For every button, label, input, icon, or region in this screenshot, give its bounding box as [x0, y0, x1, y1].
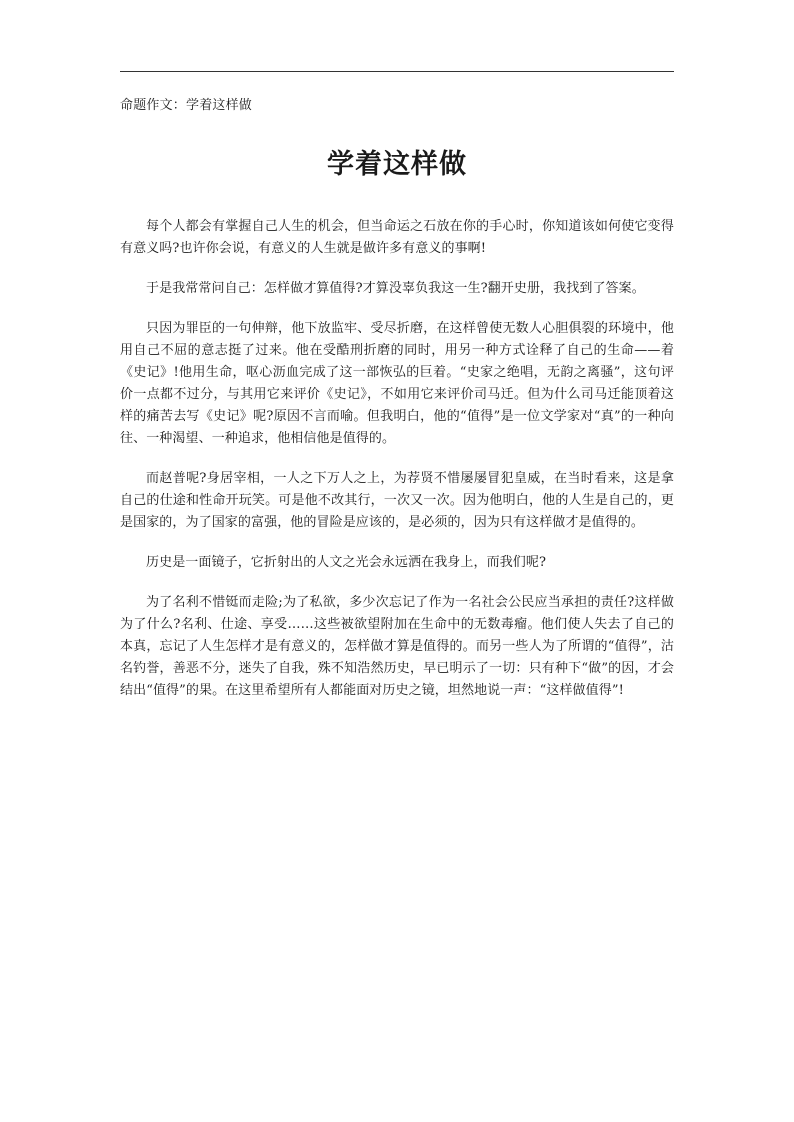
- paragraph: 历史是一面镜子，它折射出的人文之光会永远洒在我身上，而我们呢?: [146, 555, 547, 570]
- header-divider: [120, 71, 674, 72]
- essay-body: [120, 216, 674, 720]
- essay-title: 学着这样做: [327, 149, 467, 180]
- paragraph: 而赵普呢?身居宰相，一人之下万人之上，为荐贤不惜屡屡冒犯皇威，在当时看来，这是拿自己的仕途和性命开玩笑。可是他不改其行，一次又一次。因为他明白，他的人生是自己的，更是国家的，为了国家的富强，他的冒险是应该的，是必须的，因为只有这样做才是值得的。: [120, 471, 674, 530]
- paragraph: 只因为罪臣的一句伸辩，他下放监牢、受尽折磨，在这样曾使无数人心胆俱裂的环境中，他用自己不屈的意志挺了过来。他在受酷刑折磨的同时，用另一种方式诠释了自己的生命——着《史记》!他用生命，呕心沥血完成了这一部恢弘的巨着。“史家之绝唱，无韵之离骚”，这句评价一点都不过分，与其用它来评价《史记》，不如用它来评价司马迁。但为什么司马迁能顶着这样的痛苦去写《史记》呢?原因不言而喻。但我明白，他的“值得”是一位文学家对“真”的一种向往、一种渴望、一种追求，他相信他是值得的。: [120, 321, 674, 446]
- paragraph: 每个人都会有掌握自己人生的机会，但当命运之石放在你的手心时，你知道该如何使它变得有意义吗?也许你会说，有意义的人生就是做许多有意义的事啊!: [120, 219, 674, 256]
- header-label: 命题作文：学着这样做: [120, 98, 253, 113]
- paragraph: 为了名利不惜铤而走险;为了私欲，多少次忘记了作为一名社会公民应当承担的责任?这样做为了什么?名利、仕途、享受……这些被欲望附加在生命中的无数毒瘤。他们使人失去了自己的本真，忘记了人生怎样才是有意义的，怎样做才算是值得的。而另一些人为了所谓的“值得”，沽名钓誉，善恶不分，迷失了自我，殊不知浩然历史，早已明示了一切：只有种下“做”的因，才会结出“值得”的果。在这里希望所有人都能面对历史之镜，坦然地说一声：“这样做值得”!: [120, 595, 674, 698]
- paragraph: 于是我常常问自己：怎样做才算值得?才算没辜负我这一生?翻开史册，我找到了答案。: [146, 281, 645, 296]
